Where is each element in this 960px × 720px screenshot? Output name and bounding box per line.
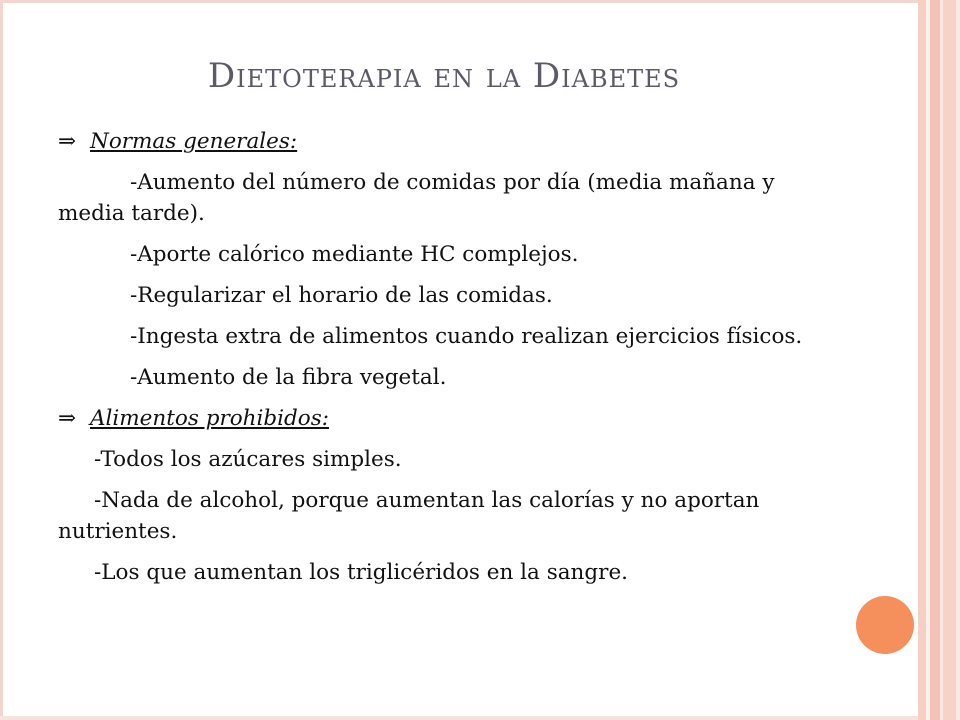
frame-bottom-border	[0, 716, 960, 720]
stripe	[918, 0, 926, 720]
stripe	[956, 0, 960, 720]
frame-left-border	[0, 0, 3, 720]
decorative-stripes	[918, 0, 960, 720]
stripe	[943, 0, 956, 720]
list-item: -Aumento de la fibra vegetal.	[130, 365, 447, 390]
section-heading-text: Normas generales:	[90, 129, 298, 154]
section-heading-prohibidos	[58, 403, 828, 434]
list-item: -Ingesta extra de alimentos cuando realizan ejercicios físicos.	[130, 324, 803, 349]
list-item: -Nada de alcohol, porque aumentan las calorías y no aportan nutrientes.	[58, 488, 760, 544]
implies-arrow-icon: ⇒	[58, 406, 77, 431]
section-heading-normas	[58, 126, 828, 157]
decorative-circle	[856, 596, 914, 654]
implies-arrow-icon: ⇒	[58, 129, 77, 154]
stripe	[930, 0, 940, 720]
section-heading-text: Alimentos prohibidos:	[90, 406, 330, 431]
list-item: -Todos los azúcares simples.	[94, 447, 402, 472]
slide-title: Dietoterapia en la Diabetes	[207, 56, 681, 96]
frame-top-border	[0, 0, 960, 3]
list-item: -Aporte calórico mediante HC complejos.	[130, 242, 579, 267]
slide-content	[58, 124, 828, 588]
list-item: -Los que aumentan los triglicéridos en la sangre.	[94, 560, 629, 585]
list-item: -Regularizar el horario de las comidas.	[130, 283, 553, 308]
list-item: -Aumento del número de comidas por día (media mañana y media tarde).	[58, 170, 775, 226]
